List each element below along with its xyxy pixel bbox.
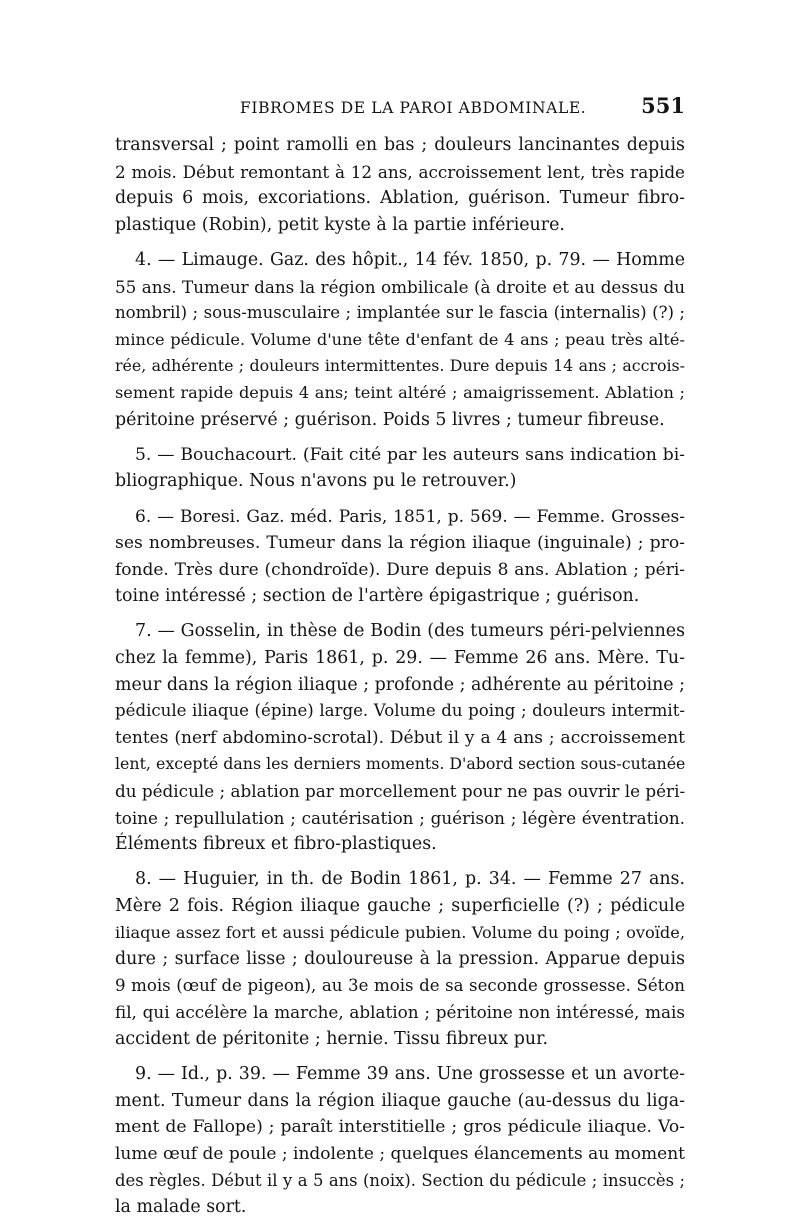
text-line: des règles. Début il y a 5 ans (noix). Section du pédicule ; insuccès ; xyxy=(115,1170,685,1190)
text-line: 7. — Gosselin, in thèse de Bodin (des tumeurs péri-pelviennes xyxy=(135,621,685,642)
text-line: 9 mois (œuf de pigeon), au 3e mois de sa seconde grossesse. Séton xyxy=(115,975,685,995)
text-line: tentes (nerf abdomino-scrotal). Début il y a 4 ans ; accroissement xyxy=(115,727,685,748)
text-line: 8. — Huguier, in th. de Bodin 1861, p. 34. — Femme 27 ans. xyxy=(135,869,685,890)
text-line: transversal ; point ramolli en bas ; douleurs lancinantes depuis xyxy=(115,135,685,155)
case-entry-8 xyxy=(115,866,685,1052)
case-entry-5 xyxy=(115,442,685,495)
text-line: toine ; repullulation ; cautérisation ; guérison ; légère éventration. xyxy=(115,807,685,828)
text-line: pédicule iliaque (épine) large. Volume du poing ; douleurs intermit- xyxy=(115,701,685,721)
text-line: lent, excepté dans les derniers moments. D'abord section sous-cutanée xyxy=(115,754,686,774)
body-text xyxy=(115,132,685,1221)
text-line: nombril) ; sous-musculaire ; implantée sur le fascia (internalis) (?) ; xyxy=(115,303,685,323)
text-line: ment. Tumeur dans la région iliaque gauche (au-dessus du liga- xyxy=(115,1090,685,1111)
case-entry-4 xyxy=(115,247,685,433)
text-line: plastique (Robin), petit kyste à la partie inférieure. xyxy=(115,214,565,235)
case-entry-7 xyxy=(115,618,685,857)
text-line: fonde. Très dure (chondroïde). Dure depuis 8 ans. Ablation ; péri- xyxy=(115,559,685,580)
text-line: mince pédicule. Volume d'une tête d'enfant de 4 ans ; peau très alté- xyxy=(115,329,685,349)
text-line: la malade sort. xyxy=(115,1197,247,1218)
text-line: fil, qui accélère la marche, ablation ; péritoine non intéressé, mais xyxy=(115,1002,685,1023)
text-line: sement rapide depuis 4 ans; teint altéré ; amaigrissement. Ablation ; xyxy=(115,382,685,402)
text-line: Mère 2 fois. Région iliaque gauche ; superficielle (?) ; pédicule xyxy=(115,896,685,916)
text-line: 9. — Id., p. 39. — Femme 39 ans. Une grossesse et un avorte- xyxy=(135,1064,685,1085)
text-line: du pédicule ; ablation par morcellement pour ne pas ouvrir le péri- xyxy=(115,781,686,802)
text-line: 4. — Limauge. Gaz. des hôpit., 14 fév. 1850, p. 79. — Homme xyxy=(135,249,685,270)
page-number: 551 xyxy=(641,93,685,118)
text-line: iliaque assez fort et aussi pédicule pubien. Volume du poing ; ovoïde, xyxy=(115,922,685,942)
text-line: chez la femme), Paris 1861, p. 29. — Femme 26 ans. Mère. Tu- xyxy=(115,648,685,669)
text-line: dure ; surface lisse ; douloureuse à la pression. Apparue depuis xyxy=(115,949,685,970)
text-line: accident de péritonite ; hernie. Tissu fibreux pur. xyxy=(115,1028,549,1049)
text-line: ment de Fallope) ; paraît interstitielle ; gros pédicule iliaque. Vo- xyxy=(115,1117,685,1138)
text-line: rée, adhérente ; douleurs intermittentes. Dure depuis 14 ans ; accrois- xyxy=(115,356,685,376)
text-line: 6. — Boresi. Gaz. méd. Paris, 1851, p. 569. — Femme. Grosses- xyxy=(135,506,685,527)
running-title: FIBROMES DE LA PAROI ABDOMINALE. xyxy=(240,99,587,117)
text-line: toine intéressé ; section de l'artère épigastrique ; guérison. xyxy=(115,586,640,607)
text-line: 5. — Bouchacourt. (Fait cité par les auteurs sans indication bi- xyxy=(135,444,685,465)
text-line: 2 mois. Début remontant à 12 ans, accroissement lent, très rapide xyxy=(115,161,685,182)
case-entry-6 xyxy=(115,504,685,610)
paragraph-continuation xyxy=(115,132,685,238)
text-line: depuis 6 mois, excoriations. Ablation, guérison. Tumeur fibro- xyxy=(115,188,685,209)
text-line: lume œuf de poule ; indolente ; quelques élancements au moment xyxy=(115,1143,685,1164)
text-line: péritoine préservé ; guérison. Poids 5 livres ; tumeur fibreuse. xyxy=(115,409,665,430)
text-line: ses nombreuses. Tumeur dans la région iliaque (inguinale) ; pro- xyxy=(115,533,685,554)
running-head xyxy=(115,95,685,121)
text-line: Éléments fibreux et fibro-plastiques. xyxy=(115,834,437,855)
text-line: bliographique. Nous n'avons pu le retrouver.) xyxy=(115,471,517,492)
text-line: 55 ans. Tumeur dans la région ombilicale (à droite et au dessus du xyxy=(115,276,685,297)
case-entry-9 xyxy=(115,1061,685,1221)
text-line: meur dans la région iliaque ; profonde ; adhérente au péritoine ; xyxy=(115,674,685,695)
